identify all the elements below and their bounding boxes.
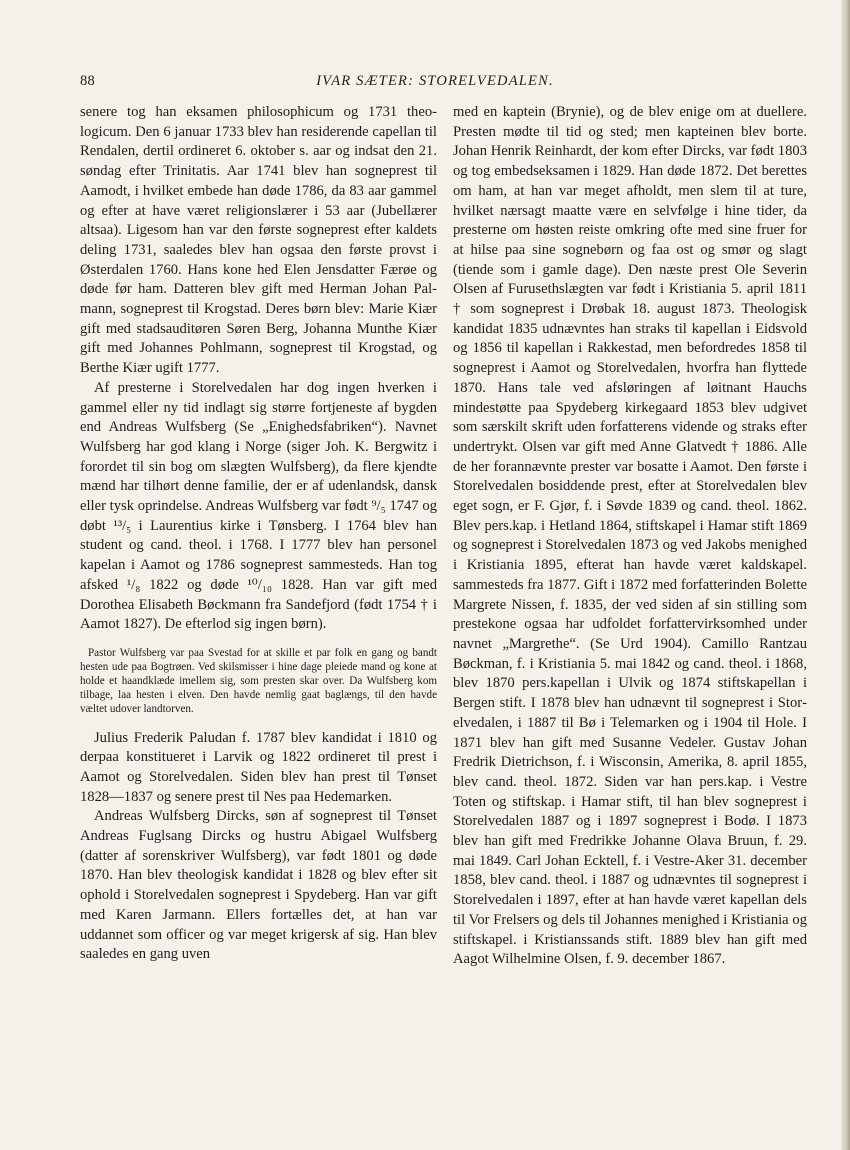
paragraph: med en kaptein (Brynie), og de blev enige om at duellere. Presten mødte til tid og sted; men kapteinen blev borte. Johan Henrik Reinhardt, der kom efter Dircks, var født 1803 og tog embedseksamen i 1829. Han døde 1872. Det berettes om ham, at han var meget afholdt, men slem til at ture, hvilket nærsagt maatte være en selvfølge i hine tider, da presterne om høsten reiste omkring ofte med sine fruer for at hilse paa sine sognebørn og faa ost og smør og slagt (tiende som i gamle dage). Den næste prest Ole Severin Olsen af Furusethslægten var født i Kristiania 5. april 1811 † som sogneprest i Drøbak 18. august 1873. Theologisk kandidat 1835 udnævntes han straks til kapellan i Eidsvold og 1856 til kapellan i Rakkestad, men befordredes 1858 til sogneprest i Aamot og Storelvedalen, hvorfra han flyttede 1870. Hans tale ved afsløringen af løitnant Hauchs mindestøtte paa Spydeberg kirkegaard 1853 blev udgivet som særskilt skrift uden forfatterens vidende og straks efter undertrykt. Olsen var gift med Anne Glatvedt † 1886. Alle de her forannævnte prester var bosatte i Aamot. Den første i Storelvedalen bosiddende prest, efter at Storelvedalen blev eget sogn, er F. Gjør, f. i Søvde 1839 og cand. theol. 1862. Blev pers.kap. i Hetland 1864, stiftskapel i Hamar stift 1869 og sogneprest i Storelvedalen 1873 og ved Jakobs menighed i Kristiania 1895, efterat han havde været kaldskapel. sammesteds fra 1877. Gift i 1872 med forfatterinden Bolette Margrete Nissen, f. 1835, der ved siden af sin stilling som prestekone ogsaa har udfoldet forfattervirksomhed under navnet „Margrethe“. (Se Urd 1904). Camillo Rantzau Bøckman, f. i Kristiania 5. mai 1842 og cand. theol. i 1868, blev 1870 pers.kapellan i Ulvik og 1874 stiftskapellan i Bergen stift. I 1878 blev han udnævnt til sogneprest i Storelvedalen, i 1887 til Bø i Telemarken og i 1904 til Hole. I 1871 blev han gift med Susanne Vedeler. Gustav Johan Fredrik Dietrichson, f. i Wisconsin, Amerika, 8. april 1855, blev cand. theol. 1872. Siden var han pers.kap. i Vestre Toten og stiftskap. i Hamar stift, til han blev sogneprest i Storelvedalen 1887 og i 1897 sogneprest i Bodø. I 1873 blev han gift med Fredrikke Johanne Olava Bruun, f. 29. mai 1849. Carl Johan Ecktell, f. i Vestre-Aker 31. december 1858, blev cand. theol. i 1887 og udnævntes til sogneprest i Storelvedalen i 1897, efter at han havde været kapellan dels til Vor Frelsers og dels til Johannes menighed i Kristiania og stiftskapel. i Kristianssands stift. 1889 blev han gift med Aagot Wilhelmine Olsen, f. 9. december 1867. bbox=[453, 104, 807, 968]
page-edge bbox=[841, 0, 850, 1150]
paragraph: Julius Frederik Paludan f. 1787 blev kandidat i 1810 og derpaa konstitueret i Larvik og 1822 ordineret til prest i Aamot og Storelvedalen. Siden blev han prest til Tønset 1828—1837 og senere prest til Nes paa Hedemarken. bbox=[80, 729, 437, 805]
page-number: 88 bbox=[80, 73, 96, 89]
running-head: IVAR SÆTER: STORELVEDALEN. bbox=[316, 73, 554, 89]
paragraph: senere tog han eksamen philosophicum og 1731 theologicum. Den 6 januar 1733 blev han residerende capellan til Rendalen, dertil ordineret 6. oktober s. aar og indsat den 21. søndag efter Trinitatis. Aar 1741 blev han sogneprest til Aamodt, i hvilket embede han døde 1786, da 83 aar gammel og efter at have været religionslærer i 53 aar (Jubellærer altsaa). Ligesom han var den første sogneprest efter kaldets deling 1731, saaledes blev han ogsaa den første provst i Østerdalen 1760. Hans kone hed Elen Jensdatter Færøe og døde før ham. Datteren blev gift med Herman Johan Palmann, sogneprest til Krogstad. Deres børn blev: Marie Kiær gift med stadsauditøren Søren Berg, Johanna Munthe Kiær gift med Johannes Pohlmann, sogneprest til Krogstad, og Berthe Kiær ugift 1777. bbox=[80, 104, 437, 377]
left-column bbox=[80, 103, 437, 965]
paragraph: Af presterne i Storelvedalen har dog ingen hverken i gammel eller ny tid indlagt sig større fortjeneste af bygden end Andreas Wulfsberg (Se „Enighedsfabriken“). Navnet Wulfsberg har god klang i Norge (siger Joh. K. Bergwitz i forordet til sin bog om slægten Wulfsberg), da flere kjendte mænd har tilhørt denne familie, der er af udenlandsk, dansk eller tysk oprindelse. Andreas Wulfsberg var født ⁹/₅ 1747 og døbt ¹³/₅ i Laurentius kirke i Tønsberg. I 1764 blev han student og cand. theol. i 1768. I 1777 blev han personel kapelan i Aamot og 1786 sogneprest sammesteds. Han tog afsked ¹/₈ 1822 og døde ¹⁰/₁₀ 1828. Han var gift med Dorothea Elisabeth Bøckmann fra Sandefjord (født 1754 † i Aamot 1827). De efterlod sig ingen børn). bbox=[80, 379, 437, 633]
footnote: Pastor Wulfsberg var paa Svestad for at skille et par folk en gang og bandt hesten ude paa Bogtrøen. Ved skilsmisser i hine dage pleiede mand og kone at holde et haandklæde imellem sig, som presten skar over. Da Wulfsberg kom tilbage, laa hesten i elven. Den havde nemlig gaat baglængs, til den havde væltet udover landtorven. bbox=[80, 646, 437, 715]
page-header bbox=[80, 73, 790, 93]
right-column bbox=[453, 103, 807, 970]
paragraph: Andreas Wulfsberg Dircks, søn af sogneprest til Tønset Andreas Fuglsang Dircks og hustru Abigael Wulfsberg (datter af sorenskriver Wulfsberg), var født 1801 og døde 1870. Han blev theologisk kandidat i 1828 og blev efter sit ophold i Storelvedalen sogneprest i Spydeberg. Han var gift med Karen Jarmann. Ellers fortælles det, at han var uddannet som officer og var meget krigersk af sig. Han blev saaledes en gang uven bbox=[80, 808, 437, 963]
